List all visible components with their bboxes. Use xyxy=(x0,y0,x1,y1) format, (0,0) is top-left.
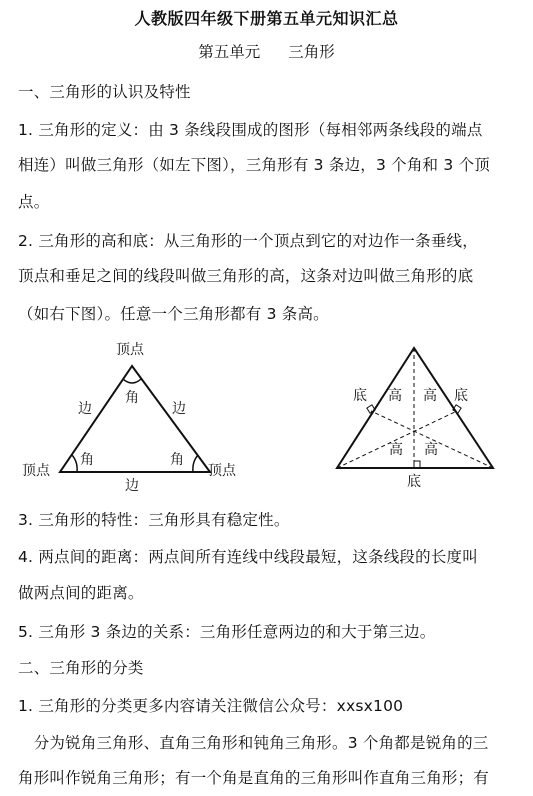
paragraph-line: 4. 两点间的距离：两点间所有连线中线段最短，这条线段的长度叫 xyxy=(18,548,478,566)
angle-arc-left xyxy=(72,455,77,472)
paragraph-line: （如右下图）。任意一个三角形都有 3 条高。 xyxy=(18,305,329,323)
height-label-center-right: 高 xyxy=(424,442,438,458)
angle-label-right: 角 xyxy=(170,452,184,468)
paragraph-line: 5. 三角形 3 条边的关系：三角形任意两边的和大于第三边。 xyxy=(18,623,436,641)
base-label-bottom: 底 xyxy=(407,474,421,490)
section-heading-1: 一、三角形的认识及特性 xyxy=(18,83,191,101)
unit-subtitle xyxy=(0,40,533,62)
side-label-right: 边 xyxy=(172,401,186,417)
triangle-outline xyxy=(337,348,493,468)
base-label-left: 底 xyxy=(353,388,367,404)
angle-arc-right xyxy=(193,455,198,472)
paragraph-line: 1. 三角形的分类更多内容请关注微信公众号：xxsx100 xyxy=(18,697,404,715)
height-label-center-left: 高 xyxy=(389,442,403,458)
vertex-label-left: 顶点 xyxy=(22,463,50,479)
paragraph-line: 3. 三角形的特性：三角形具有稳定性。 xyxy=(18,511,290,529)
topic-label: 三角形 xyxy=(288,43,335,61)
angle-arc-top xyxy=(123,379,141,383)
page-title: 人教版四年级下册第五单元知识汇总 xyxy=(134,9,399,28)
triangle-heights-diagram xyxy=(330,342,510,496)
section-heading-2: 二、三角形的分类 xyxy=(18,659,144,677)
height-label-left: 高 xyxy=(388,388,402,404)
unit-label: 第五单元 xyxy=(198,43,261,61)
paragraph-line: 角形叫作锐角三角形；有一个角是直角的三角形叫作直角三角形；有 xyxy=(18,769,490,787)
paragraph-line: 2. 三角形的高和底：从三角形的一个顶点到它的对边作一条垂线， xyxy=(18,232,478,250)
paragraph-line: 分为锐角三角形、直角三角形和钝角三角形。3 个角都是锐角的三 xyxy=(18,734,489,752)
angle-label-top: 角 xyxy=(125,390,139,406)
side-label-left: 边 xyxy=(78,401,92,417)
triangle-parts-diagram xyxy=(20,338,250,502)
vertex-label-top: 顶点 xyxy=(116,342,144,358)
right-angle-mark-bottom xyxy=(414,461,420,468)
paragraph-line: 点。 xyxy=(18,193,50,211)
angle-label-left: 角 xyxy=(80,452,94,468)
side-label-bottom: 边 xyxy=(125,478,139,494)
height-label-right: 高 xyxy=(423,388,437,404)
vertex-label-right: 顶点 xyxy=(208,463,236,479)
base-label-right: 底 xyxy=(454,388,468,404)
paragraph-line: 相连）叫做三角形（如左下图），三角形有 3 条边，3 个角和 3 个顶 xyxy=(18,156,490,174)
paragraph-line: 1. 三角形的定义：由 3 条线段围成的图形（每相邻两条线段的端点 xyxy=(18,121,483,139)
paragraph-line: 顶点和垂足之间的线段叫做三角形的高，这条对边叫做三角形的底 xyxy=(18,267,474,285)
paragraph-line: 做两点间的距离。 xyxy=(18,584,144,602)
